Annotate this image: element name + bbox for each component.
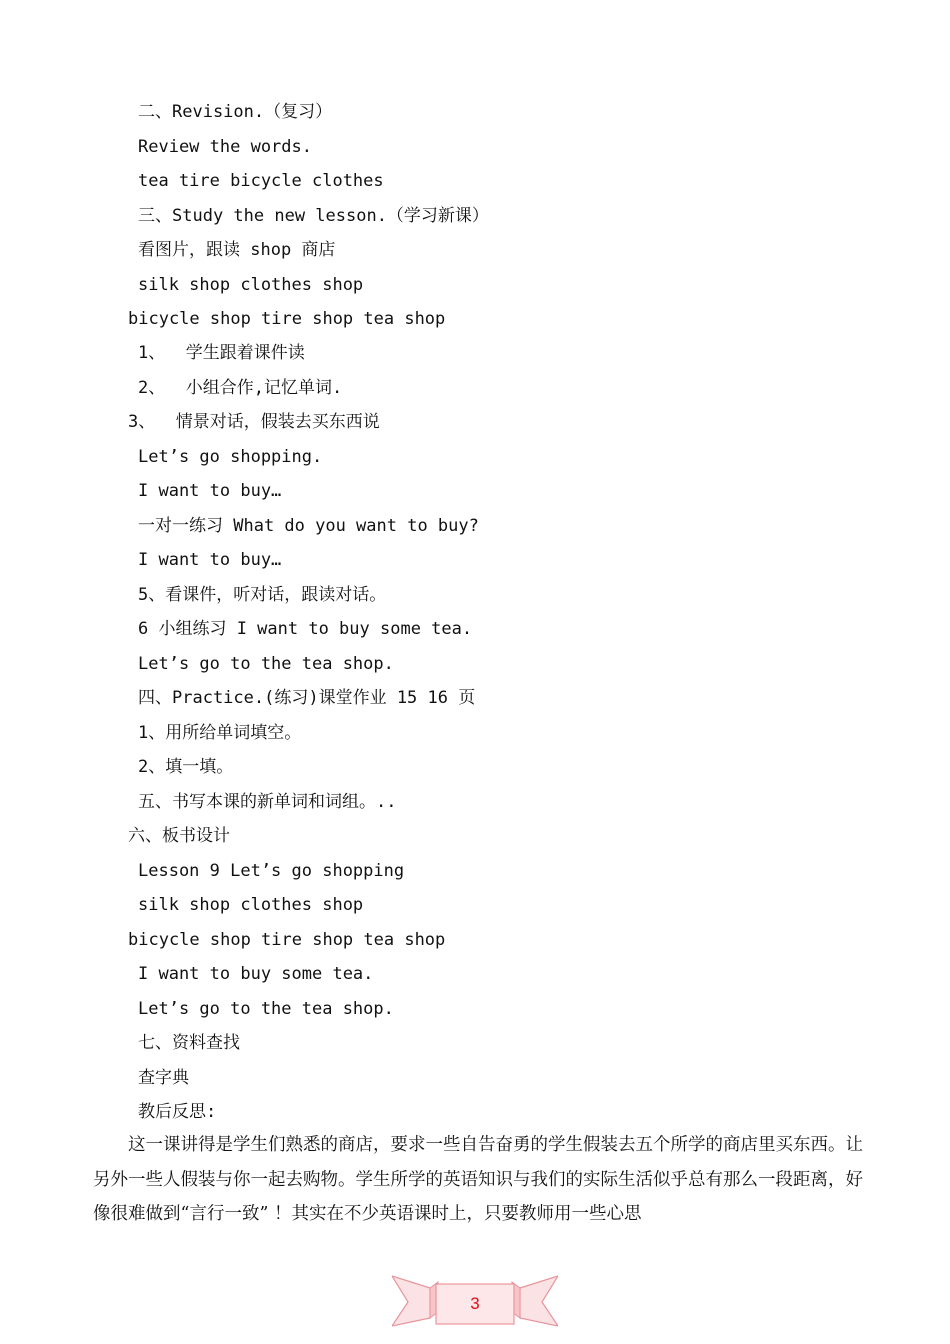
text-line: bicycle shop tire shop tea shop [128,930,446,950]
text-line: 看图片，跟读 shop 商店 [138,240,336,260]
text-line: 6 小组练习 I want to buy some tea. [138,619,473,639]
text-line: I want to buy some tea. [138,964,374,984]
text-line: Let’s go to the tea shop. [138,999,394,1019]
text-line: Lesson 9 Let’s go shopping [138,861,405,881]
text-line: 七、资料查找 [138,1033,240,1053]
text-line: 查字典 [138,1068,189,1088]
text-line: I want to buy… [138,481,282,501]
reflection-paragraph: 这一课讲得是学生们熟悉的商店，要求一些自告奋勇的学生假装去五个所学的商店里买东西。让另外一些人假装与你一起去购物。学生所学的英语知识与我们的实际生活似乎总有那么一段距离，好像很难做到“言行一致” ！其实在不少英语课时上，只要教师用一些心思 [93,1135,863,1224]
text-line: 2、 小组合作,记忆单词. [138,378,343,398]
text-line: 1、 学生跟着课件读 [138,343,305,363]
text-line: bicycle shop tire shop tea shop [128,309,446,329]
text-line: 二、Revision.（复习） [138,102,333,122]
text-line: 5、看课件，听对话，跟读对话。 [138,585,387,605]
text-line: I want to buy… [138,550,282,570]
text-line: 四、Practice.(练习)课堂作业 15 16 页 [138,688,476,708]
text-line: 2、填一填。 [138,757,234,777]
text-line: 3、 情景对话，假装去买东西说 [128,412,380,432]
text-line: 六、板书设计 [128,826,230,846]
text-line: 一对一练习 What do you want to buy? [138,516,479,536]
text-line: Let’s go shopping. [138,447,323,467]
text-line: tea tire bicycle clothes [138,171,384,191]
text-line: 1、用所给单词填空。 [138,723,302,743]
page-footer [392,1268,558,1332]
text-line: 教后反思: [138,1102,217,1122]
text-line: 五、书写本课的新单词和词组。.. [138,792,397,812]
text-line: Let’s go to the tea shop. [138,654,394,674]
text-line: silk shop clothes shop [138,275,364,295]
page-number: 3 [470,1294,480,1313]
text-line: Review the words. [138,137,312,157]
text-line: silk shop clothes shop [138,895,364,915]
text-line: 三、Study the new lesson.（学习新课） [138,206,489,226]
